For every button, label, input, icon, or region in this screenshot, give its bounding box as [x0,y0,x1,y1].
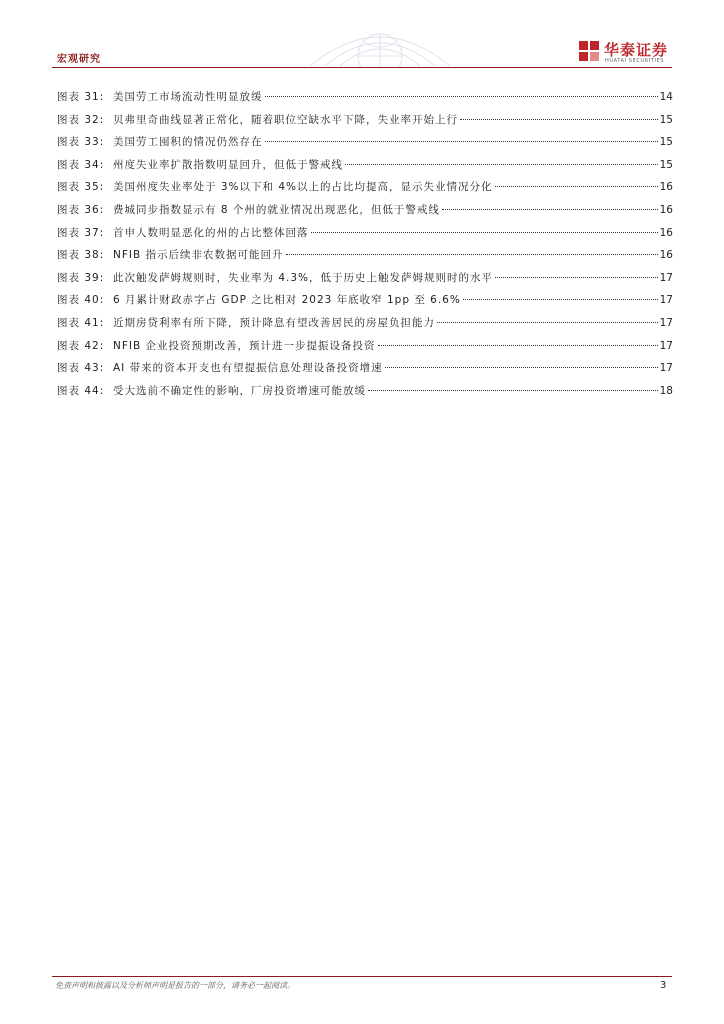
toc-dot-leader [311,232,658,233]
toc-dot-leader [442,209,658,210]
toc-entry-page: 17 [659,362,673,375]
toc-dot-leader [368,390,658,391]
toc-entry-title[interactable]: 近期房贷利率有所下降，预计降息有望改善居民的房屋负担能力 [113,316,435,329]
toc-entry-page: 15 [659,136,673,149]
toc-entry[interactable] [57,380,673,403]
toc-entry-label: 图表 40: [57,294,105,307]
toc-entry-page: 15 [659,113,673,126]
toc-entry[interactable] [57,86,673,109]
toc-entry-page: 17 [659,271,673,284]
toc-entry-title[interactable]: 此次触发萨姆规则时，失业率为 4.3%，低于历史上触发萨姆规则时的水平 [113,271,494,284]
header-divider [52,67,672,68]
toc-entry-label: 图表 43: [57,362,105,375]
toc-entry-label: 图表 41: [57,316,105,329]
toc-entry-label: 图表 32: [57,113,105,126]
toc-entry[interactable] [57,176,673,199]
globe-watermark-icon [300,18,460,68]
toc-entry-label: 图表 39: [57,271,105,284]
toc-entry-page: 17 [659,339,673,352]
toc-entry-label: 图表 44: [57,384,105,397]
toc-dot-leader [460,119,658,120]
toc-dot-leader [265,96,658,97]
toc-entry-title[interactable]: 美国州度失业率处于 3%以下和 4%以上的占比均提高，显示失业情况分化 [113,181,493,194]
footer-divider [52,976,672,977]
toc-entry[interactable] [57,312,673,335]
toc-entry[interactable] [57,267,673,290]
toc-entry-page: 15 [659,158,673,171]
toc-entry-title[interactable]: 美国劳工市场流动性明显放缓 [113,91,263,103]
toc-entry-page: 16 [659,249,673,262]
toc-entry-label: 图表 34: [57,158,105,171]
toc-entry-label: 图表 31: [57,91,105,103]
toc-entry-label: 图表 33: [57,136,105,149]
toc-entry-title[interactable]: AI 带来的资本开支也有望提振信息处理设备投资增速 [113,362,383,375]
toc-entry-title[interactable]: 州度失业率扩散指数明显回升，但低于警戒线 [113,158,343,171]
toc-entry-label: 图表 36: [57,203,105,216]
toc-entry[interactable] [57,244,673,267]
toc-dot-leader [495,277,658,278]
toc-entry-title[interactable]: 受大选前不确定性的影响，厂房投资增速可能放缓 [113,384,366,397]
toc-dot-leader [437,322,658,323]
toc-entry-title[interactable]: 贝弗里奇曲线显著正常化，随着职位空缺水平下降，失业率开始上行 [113,113,458,126]
toc-entry[interactable] [57,109,673,132]
logo-text-cn: 华泰证券 [604,41,669,59]
toc-entry-title[interactable]: 美国劳工囤积的情况仍然存在 [113,136,263,149]
huatai-logo [578,38,678,66]
toc-entry-page: 16 [659,181,673,194]
page-number: 3 [660,980,667,991]
toc-entry-page: 16 [659,226,673,239]
footer-disclaimer: 免责声明和披露以及分析师声明是报告的一部分，请务必一起阅读。 [55,981,295,990]
toc-entry-title[interactable]: 首申人数明显恶化的州的占比整体回落 [113,226,309,239]
toc-dot-leader [378,345,658,346]
toc-entry-label: 图表 38: [57,249,105,262]
toc-entry-label: 图表 37: [57,226,105,239]
huatai-logo-icon [578,40,600,62]
toc-entry[interactable] [57,335,673,358]
logo-text-en: HUATAI SECURITIES [605,58,665,64]
toc-entry-label: 图表 42: [57,339,105,352]
toc-dot-leader [385,367,658,368]
toc-dot-leader [345,164,658,165]
toc-dot-leader [495,186,658,187]
section-label: 宏观研究 [57,54,101,65]
toc-dot-leader [463,299,658,300]
toc-entry-page: 18 [659,384,673,397]
figure-index-list [57,86,673,402]
toc-entry-page: 17 [659,294,673,307]
toc-entry-page: 17 [659,316,673,329]
toc-entry[interactable] [57,289,673,312]
toc-entry-page: 16 [659,203,673,216]
page-header [0,0,724,70]
toc-dot-leader [286,254,658,255]
toc-entry[interactable] [57,154,673,177]
toc-entry[interactable] [57,222,673,245]
toc-entry-title[interactable]: 费城同步指数显示有 8 个州的就业情况出现恶化，但低于警戒线 [113,203,440,216]
toc-entry[interactable] [57,357,673,380]
toc-entry-label: 图表 35: [57,181,105,194]
toc-entry[interactable] [57,131,673,154]
toc-entry-title[interactable]: NFIB 企业投资预期改善，预计进一步提振设备投资 [113,339,376,352]
toc-dot-leader [265,141,658,142]
toc-entry-title[interactable]: 6 月累计财政赤字占 GDP 之比相对 2023 年底收窄 1pp 至 6.6% [113,294,461,307]
toc-entry[interactable] [57,199,673,222]
toc-entry-title[interactable]: NFIB 指示后续非农数据可能回升 [113,249,284,262]
toc-entry-page: 14 [659,91,673,103]
